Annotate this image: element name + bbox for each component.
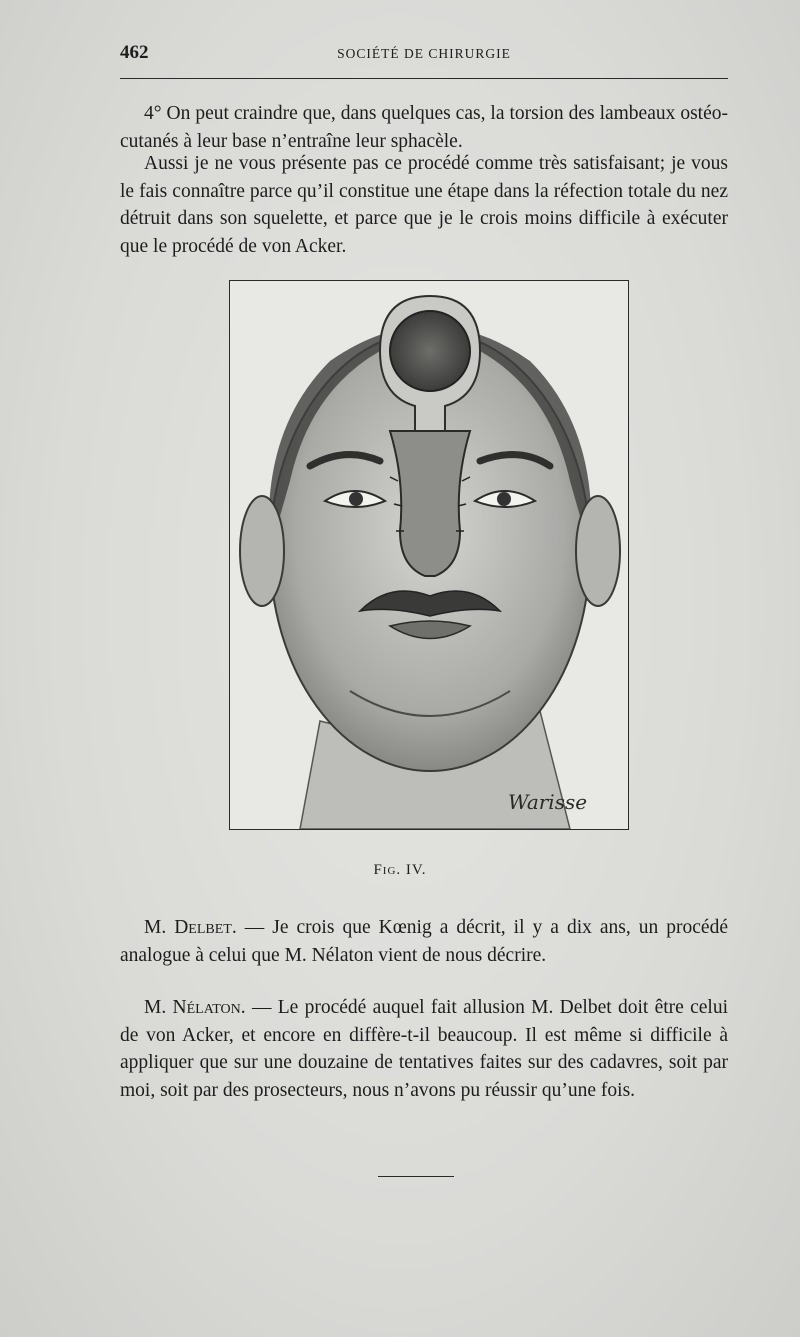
figure-caption: Fig. IV. <box>373 862 427 878</box>
paragraph-point-4: 4° On peut craindre que, dans quelques cas, la torsion des lambeaux ostéo-cutanés à leur base n’entraîne leur sphacèle. <box>120 103 728 152</box>
delbet-remark: — Je crois que Kœnig a décrit, il y a dix ans, un procédé analogue à celui que M. Nélaton vient de nous décrire. <box>120 917 728 966</box>
face-illustration <box>230 281 628 829</box>
speaker-nelaton: M. Nélaton. <box>144 997 246 1018</box>
nelaton-remark: — Le procédé auquel fait allusion M. Delbet doit être celui de von Acker, et encore en diffère-t-il beaucoup. Il est même si difficile à appliquer que sur une douzaine de tentatives faites sur des cadavres, soit par moi, soit par des prosecteurs, nous n’avons pu réussir qu’une fois. <box>120 997 728 1101</box>
page-header <box>120 42 728 72</box>
figure-illustration <box>229 280 629 830</box>
header-rule <box>120 78 728 79</box>
artist-signature: Warisse <box>508 790 588 814</box>
running-head: SOCIÉTÉ DE CHIRURGIE <box>337 46 511 61</box>
page-number: 462 <box>120 42 149 63</box>
paragraph-nelaton <box>120 994 728 1104</box>
paragraph-conclusion: Aussi je ne vous présente pas ce procédé comme très satisfaisant; je vous le fais connaître parce qu’il constitue une étape dans la réfection totale du nez détruit dans son squelette, et parce que je le crois moins difficile à exécuter que le procédé de von Acker. <box>120 153 728 257</box>
paragraph-delbet <box>120 914 728 969</box>
speaker-delbet: M. Delbet. <box>144 917 237 938</box>
section-end-rule <box>378 1176 454 1177</box>
